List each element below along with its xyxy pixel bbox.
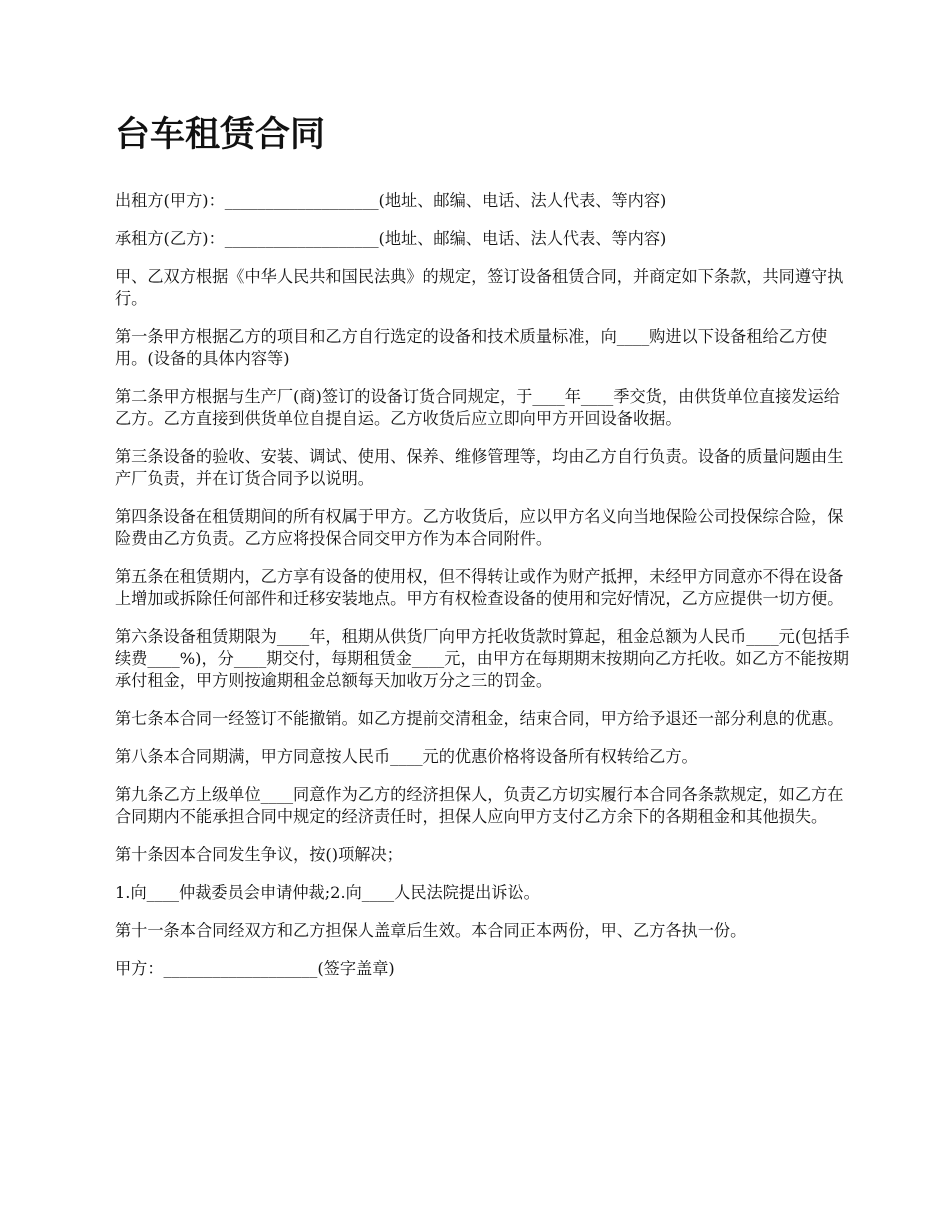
clause-2: 第二条甲方根据与生产厂(商)签订的设备订货合同规定，于____年____季交货，由供货单位直接发运给乙方。乙方直接到供货单位自提自运。乙方收货后应立即向甲方开回设备收据。 xyxy=(115,387,840,428)
clause-10-options: 1.向____仲裁委员会申请仲裁;2.向____人民法院提出诉讼。 xyxy=(115,883,540,902)
clause-11: 第十一条本合同经双方和乙方担保人盖章后生效。本合同正本两份，甲、乙方各执一份。 xyxy=(115,921,747,940)
clause-5: 第五条在租赁期内，乙方享有设备的使用权，但不得转让或作为财产抵押，未经甲方同意亦不得在设备上增加或拆除任何部件和迁移安装地点。甲方有权检查设备的使用和完好情况，乙方应提供一切方便。 xyxy=(115,567,844,608)
clause-7: 第七条本合同一经签订不能撤销。如乙方提前交清租金，结束合同，甲方给予退还一部分利息的优惠。 xyxy=(115,709,844,728)
paragraph-lessor: 出租方(甲方)：___________________(地址、邮编、电话、法人代表、等内容) xyxy=(115,191,667,210)
clause-6: 第六条设备租赁期限为____年，租期从供货厂向甲方托收货款时算起，租金总额为人民币____元(包括手续费____%)，分____期交付，每期租赁金____元，由甲方在每期期末按期向乙方托收。如乙方不能按期承付租金，甲方则按逾期租金总额每天加收万分之三的罚金。 xyxy=(115,627,850,690)
clause-8: 第八条本合同期满，甲方同意按人民币____元的优惠价格将设备所有权转给乙方。 xyxy=(115,747,698,766)
clause-10: 第十条因本合同发生争议，按()项解决； xyxy=(115,845,403,864)
clause-9: 第九条乙方上级单位____同意作为乙方的经济担保人，负责乙方切实履行本合同各条款规定，如乙方在合同期内不能承担合同中规定的经济责任时，担保人应向甲方支付乙方余下的各期租金和其他损失。 xyxy=(115,785,844,826)
clause-1: 第一条甲方根据乙方的项目和乙方自行选定的设备和技术质量标准，向____购进以下设备租给乙方使用。(设备的具体内容等) xyxy=(115,327,828,368)
document-body xyxy=(115,112,855,996)
clause-3: 第三条设备的验收、安装、调试、使用、保养、维修管理等，均由乙方自行负责。设备的质量问题由生产厂负责，并在订货合同予以说明。 xyxy=(115,447,844,488)
document-title: 台车租赁合同 xyxy=(115,114,326,155)
paragraph-preamble: 甲、乙双方根据《中华人民共和国民法典》的规定，签订设备租赁合同，并商定如下条款，共同遵守执行。 xyxy=(115,267,844,308)
clause-4: 第四条设备在租赁期间的所有权属于甲方。乙方收货后，应以甲方名义向当地保险公司投保综合险，保险费由乙方负责。乙方应将投保合同交甲方作为本合同附件。 xyxy=(115,507,844,548)
signature-party-a: 甲方：___________________(签字盖章) xyxy=(115,959,395,978)
paragraph-lessee: 承租方(乙方)：___________________(地址、邮编、电话、法人代表、等内容) xyxy=(115,229,667,248)
